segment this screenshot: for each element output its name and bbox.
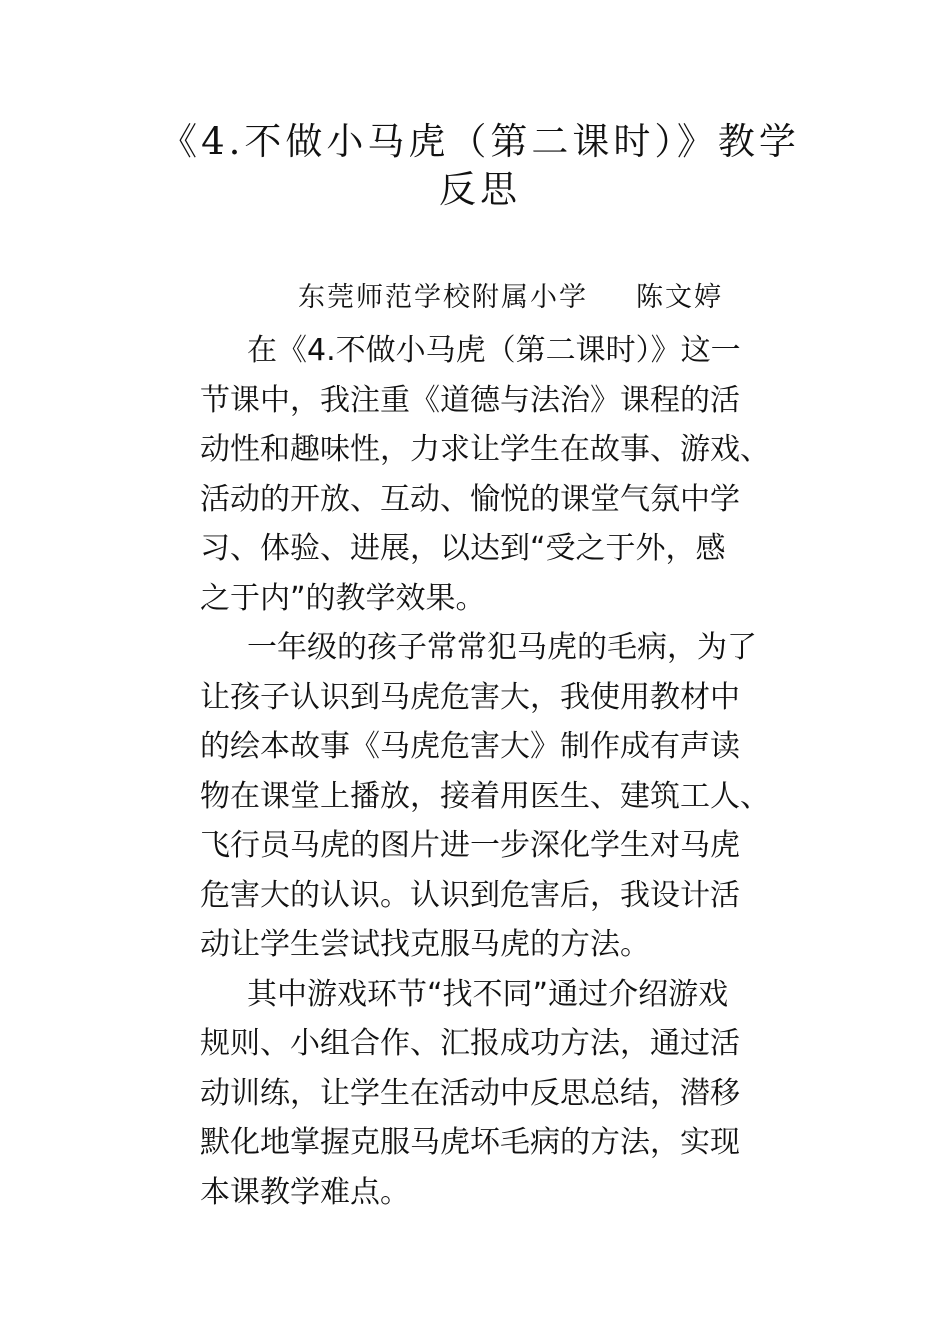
text-line: 节课中，我注重《道德与法治》课程的活 [200,382,740,418]
text-line: 物在课堂上播放，接着用医生、建筑工人、 [200,778,770,814]
text-line: 动让学生尝试找克服马虎的方法。 [200,927,650,962]
text-line: 危害大的认识。认识到危害后，我设计活 [200,877,740,913]
school-name: 东莞师范学校附属小学 [298,282,588,313]
document-title [160,118,800,214]
text-line: 在《4.不做小马虎（第二课时）》这一 [247,333,741,368]
text-line: 动性和趣味性，力求让学生在故事、游戏、 [200,432,770,467]
title-line: 反思 [439,168,521,211]
text-line: 一年级的孩子常常犯马虎的毛病，为了 [247,630,757,665]
author-name: 陈文婷 [636,282,723,313]
paragraph-2 [200,623,800,970]
text-line: 本课教学难点。 [200,1174,410,1210]
document-body [200,326,800,1217]
paragraph-3 [200,970,800,1218]
title-line: 《4.不做小马虎（第二课时）》教学 [160,120,800,163]
byline [298,280,778,316]
text-line: 之于内”的教学效果。 [200,580,486,616]
text-line: 其中游戏环节“找不同”通过介绍游戏 [247,976,729,1012]
text-line: 默化地掌握克服马虎坏毛病的方法，实现 [200,1125,740,1160]
text-line: 动训练，让学生在活动中反思总结，潜移 [200,1075,740,1111]
paragraph-1 [200,326,800,623]
text-line: 的绘本故事《马虎危害大》制作成有声读 [200,729,740,764]
text-line: 飞行员马虎的图片进一步深化学生对马虎 [200,828,740,863]
text-line: 让孩子认识到马虎危害大，我使用教材中 [200,679,740,715]
text-line: 规则、小组合作、汇报成功方法，通过活 [200,1026,740,1061]
text-line: 习、体验、进展，以达到“受之于外，感 [200,531,726,566]
text-line: 活动的开放、互动、愉悦的课堂气氛中学 [200,481,740,517]
